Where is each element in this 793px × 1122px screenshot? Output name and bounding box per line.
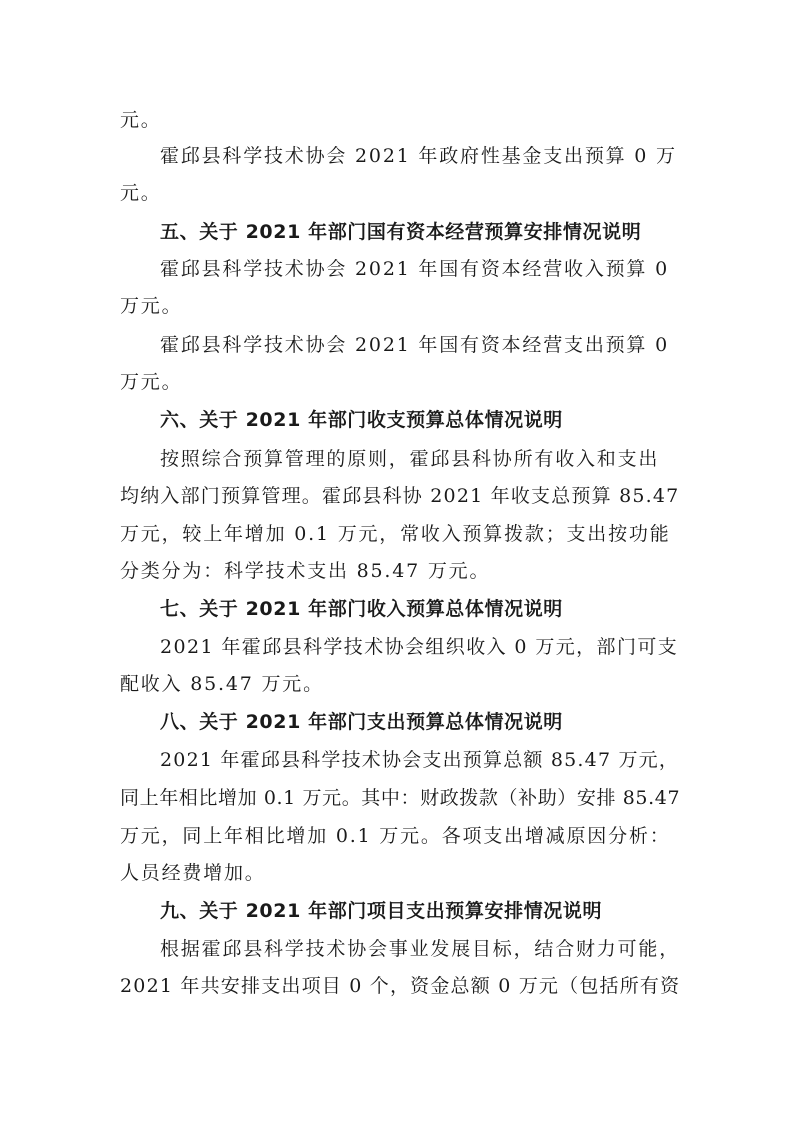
paragraph-line: 万元，较上年增加 0.1 万元，常收入预算拨款；支出按功能	[120, 523, 671, 545]
paragraph-line: 万元。	[120, 371, 183, 393]
section-heading-5: 五、关于 2021 年部门国有资本经营预算安排情况说明	[160, 221, 642, 243]
paragraph-line: 2021 年共安排支出项目 0 个，资金总额 0 万元（包括所有资	[120, 975, 681, 997]
paragraph-line: 霍邱县科学技术协会 2021 年国有资本经营支出预算 0	[160, 334, 669, 356]
section-heading-6: 六、关于 2021 年部门收支预算总体情况说明	[160, 409, 563, 431]
paragraph-line: 均纳入部门预算管理。霍邱县科协 2021 年收支总预算 85.47	[120, 485, 680, 507]
paragraph-line: 元。	[120, 182, 162, 204]
paragraph-line: 按照综合预算管理的原则，霍邱县科协所有收入和支出	[160, 448, 660, 470]
paragraph-line: 2021 年霍邱县科学技术协会组织收入 0 万元，部门可支	[160, 636, 679, 658]
paragraph-line: 元。	[120, 109, 162, 131]
section-heading-7: 七、关于 2021 年部门收入预算总体情况说明	[160, 598, 563, 620]
paragraph-line: 霍邱县科学技术协会 2021 年政府性基金支出预算 0 万	[160, 145, 677, 167]
paragraph-line: 同上年相比增加 0.1 万元。其中：财政拨款（补助）安排 85.47	[120, 787, 681, 809]
paragraph-line: 分类分为：科学技术支出 85.47 万元。	[120, 560, 491, 582]
paragraph-line: 根据霍邱县科学技术协会事业发展目标，结合财力可能，	[160, 938, 681, 960]
paragraph-line: 万元，同上年相比增加 0.1 万元。各项支出增减原因分析：	[120, 825, 671, 847]
paragraph-line: 人员经费增加。	[120, 862, 266, 884]
paragraph-line: 万元。	[120, 295, 183, 317]
section-heading-9: 九、关于 2021 年部门项目支出预算安排情况说明	[160, 900, 603, 922]
section-heading-8: 八、关于 2021 年部门支出预算总体情况说明	[160, 711, 563, 733]
paragraph-line: 2021 年霍邱县科学技术协会支出预算总额 85.47 万元，	[160, 749, 680, 771]
paragraph-line: 配收入 85.47 万元。	[120, 673, 324, 695]
paragraph-line: 霍邱县科学技术协会 2021 年国有资本经营收入预算 0	[160, 258, 669, 280]
